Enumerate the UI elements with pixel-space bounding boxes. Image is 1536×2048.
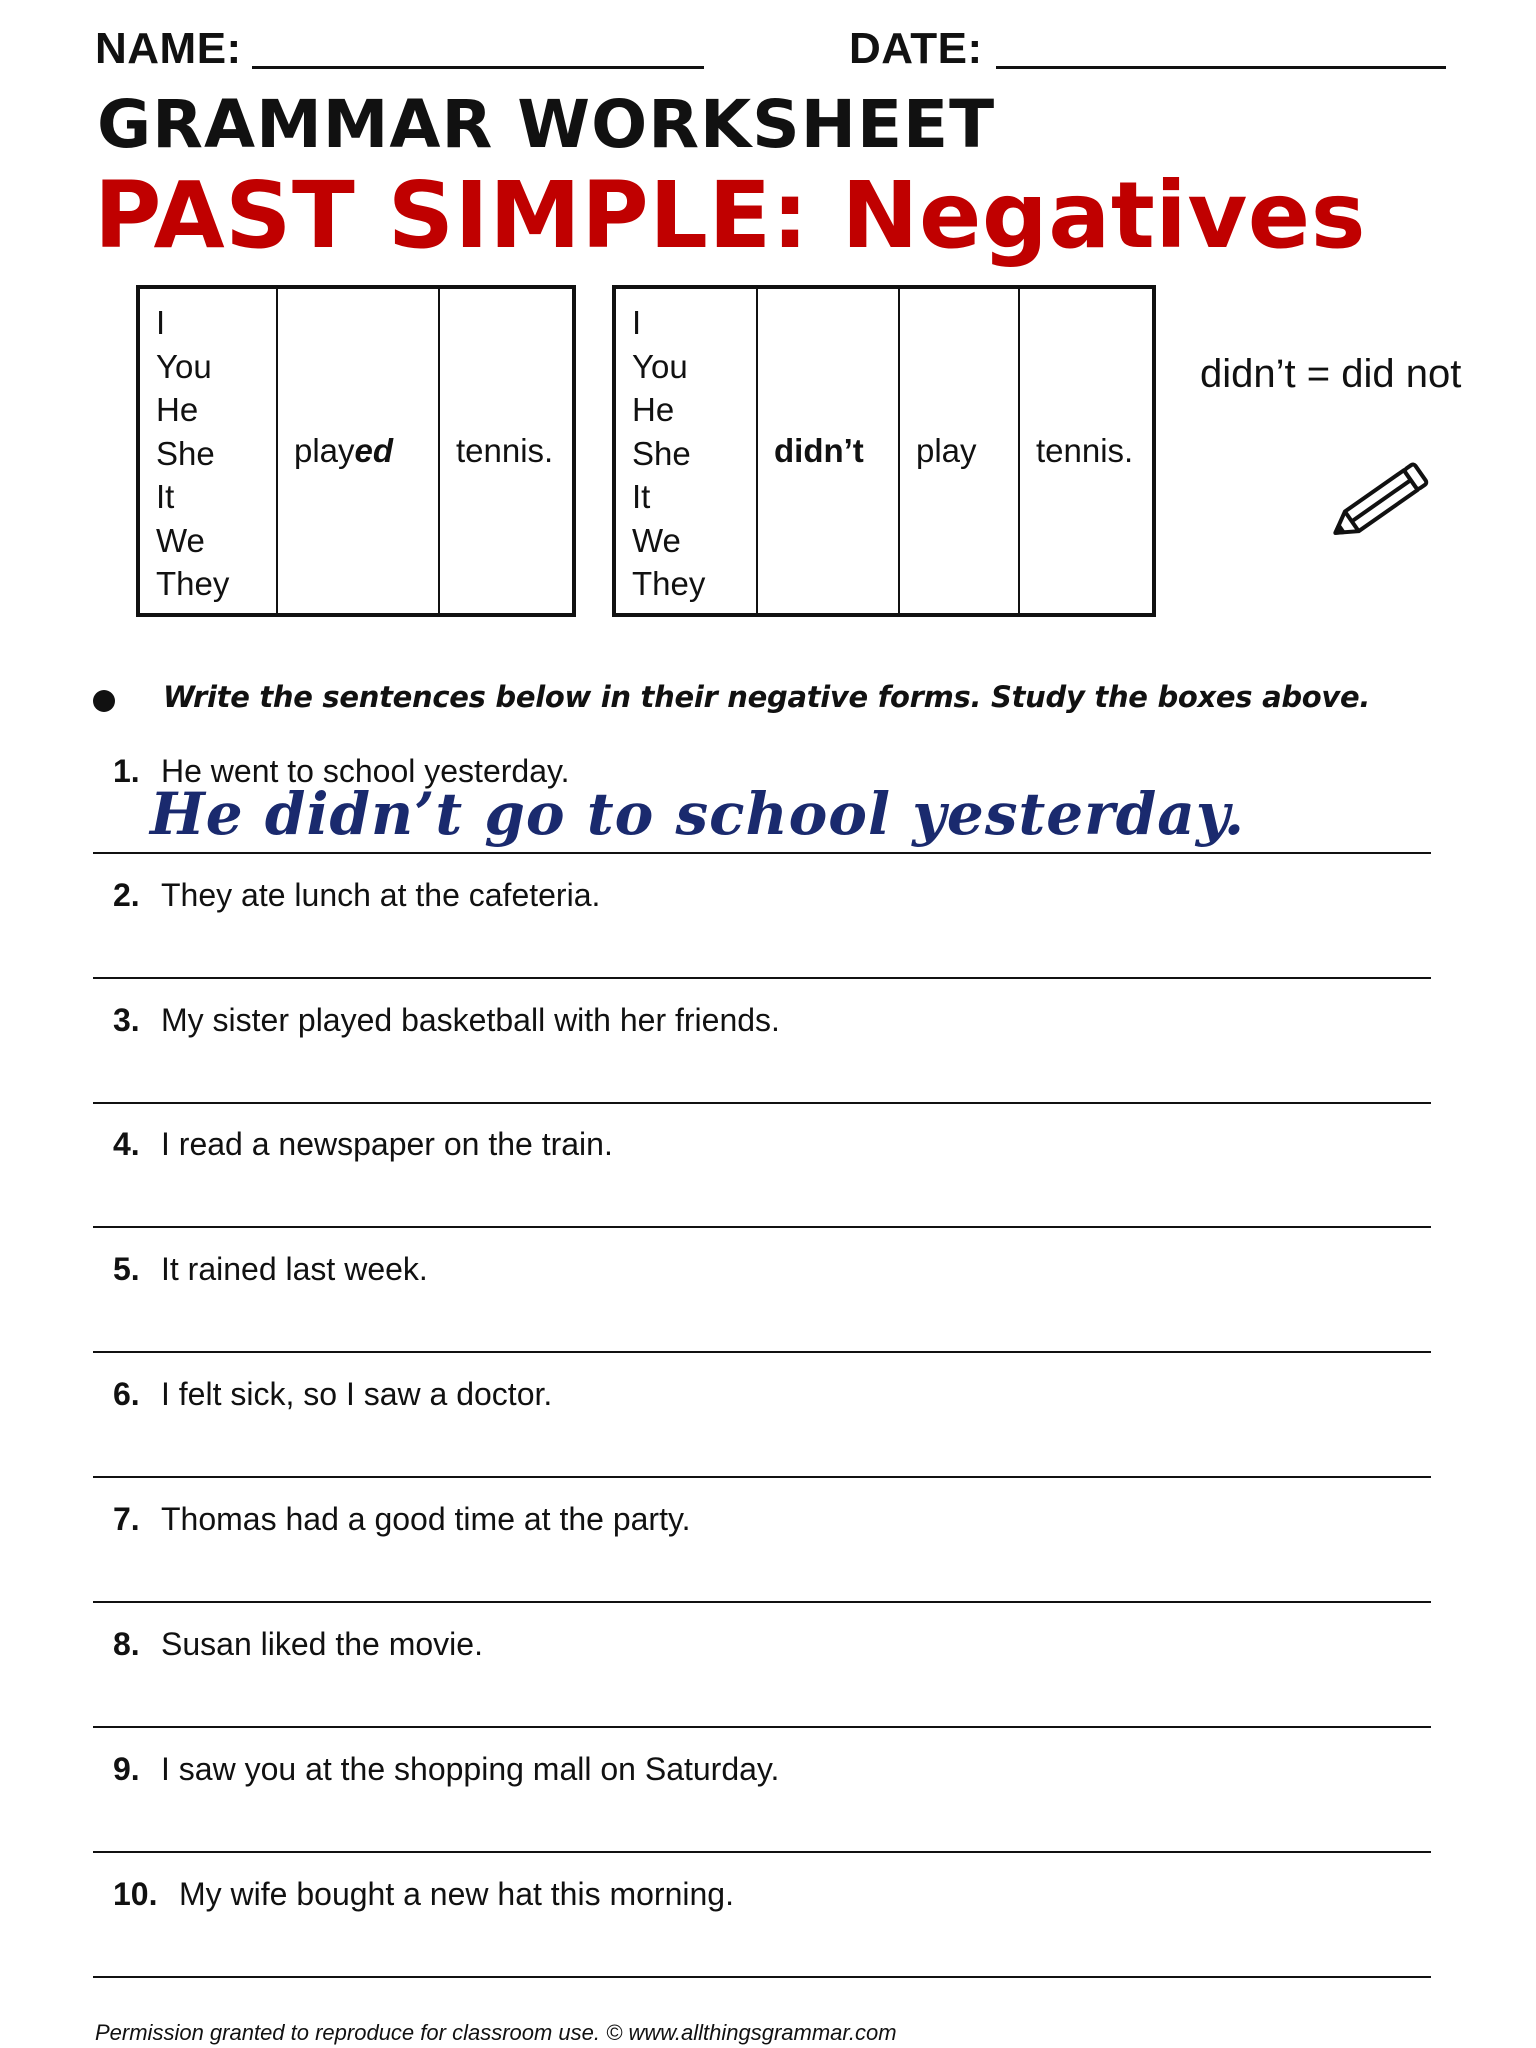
verb-cell <box>277 287 439 615</box>
pronoun: She <box>156 434 215 472</box>
question-number: 9. <box>113 1751 140 1787</box>
question-text: It rained last week. <box>161 1251 428 1287</box>
question-text: They ate lunch at the cafeteria. <box>161 877 601 913</box>
question-number: 1. <box>113 753 140 789</box>
answer-line[interactable] <box>93 1476 1431 1478</box>
object-cell: tennis. <box>439 287 574 615</box>
question-number: 8. <box>113 1626 140 1662</box>
question-text: Susan liked the movie. <box>161 1626 483 1662</box>
question-text: I read a newspaper on the train. <box>161 1126 613 1162</box>
answer-line[interactable] <box>93 1226 1431 1228</box>
pronoun: It <box>156 478 175 515</box>
question-text: Thomas had a good time at the party. <box>161 1501 691 1537</box>
contraction-note: didn’t = did not <box>1200 352 1462 396</box>
pronoun: He <box>632 391 675 428</box>
verb-cell: play <box>899 287 1019 615</box>
handwritten-answer: He didn’t go to school yesterday. <box>150 780 1246 848</box>
pronoun: You <box>156 347 212 385</box>
object-cell: tennis. <box>1019 287 1154 615</box>
worksheet-title: GRAMMAR WORKSHEET <box>97 86 996 163</box>
pronoun-column <box>614 287 757 615</box>
name-label: NAME: <box>95 24 242 73</box>
question-number: 3. <box>113 1002 140 1038</box>
question-number: 4. <box>113 1126 140 1162</box>
positive-conjugation-table <box>136 285 576 617</box>
pencil-icon <box>1318 458 1438 548</box>
question-text: My wife bought a new hat this morning. <box>179 1876 734 1912</box>
question-number: 5. <box>113 1251 140 1287</box>
verb-ending: ed <box>354 432 394 470</box>
pronoun: We <box>632 521 681 559</box>
negative-conjugation-table <box>612 285 1156 617</box>
date-label: DATE: <box>849 24 983 73</box>
pronoun: They <box>632 565 706 602</box>
pronoun: You <box>632 347 688 385</box>
answer-line[interactable] <box>93 1726 1431 1728</box>
answer-line[interactable] <box>93 1851 1431 1853</box>
name-field[interactable] <box>252 66 704 69</box>
pronoun-column <box>138 287 277 615</box>
pronoun: It <box>632 478 651 515</box>
auxiliary-cell: didn’t <box>757 287 899 615</box>
pronoun: I <box>632 304 642 341</box>
pronoun: They <box>156 565 230 602</box>
pronoun: I <box>156 304 166 341</box>
footer-permission: Permission granted to reproduce for classroom use. © www.allthingsgrammar.com <box>95 2020 897 2045</box>
bullet <box>93 690 115 712</box>
question-number: 10. <box>113 1876 158 1912</box>
question-text: My sister played basketball with her friends. <box>161 1002 780 1038</box>
question-number: 2. <box>113 877 140 913</box>
answer-line[interactable] <box>93 977 1431 979</box>
worksheet-subtitle: PAST SIMPLE: Negatives <box>94 162 1366 269</box>
question-text: I saw you at the shopping mall on Saturday. <box>161 1751 780 1787</box>
question-text: He went to school yesterday. <box>161 753 570 789</box>
question-number: 7. <box>113 1501 140 1537</box>
pronoun: She <box>632 434 691 472</box>
pronoun: He <box>156 391 199 428</box>
instruction-text: Write the sentences below in their negative forms. Study the boxes above. <box>163 680 1371 714</box>
answer-line[interactable] <box>93 1601 1431 1603</box>
answer-line[interactable] <box>93 852 1431 854</box>
pronoun: We <box>156 521 205 559</box>
answer-line[interactable] <box>93 1102 1431 1104</box>
answer-line[interactable] <box>93 1976 1431 1978</box>
question-number: 6. <box>113 1376 140 1412</box>
verb-stem: play <box>294 432 355 470</box>
question-text: I felt sick, so I saw a doctor. <box>161 1376 553 1412</box>
date-field[interactable] <box>996 66 1446 69</box>
answer-line[interactable] <box>93 1351 1431 1353</box>
